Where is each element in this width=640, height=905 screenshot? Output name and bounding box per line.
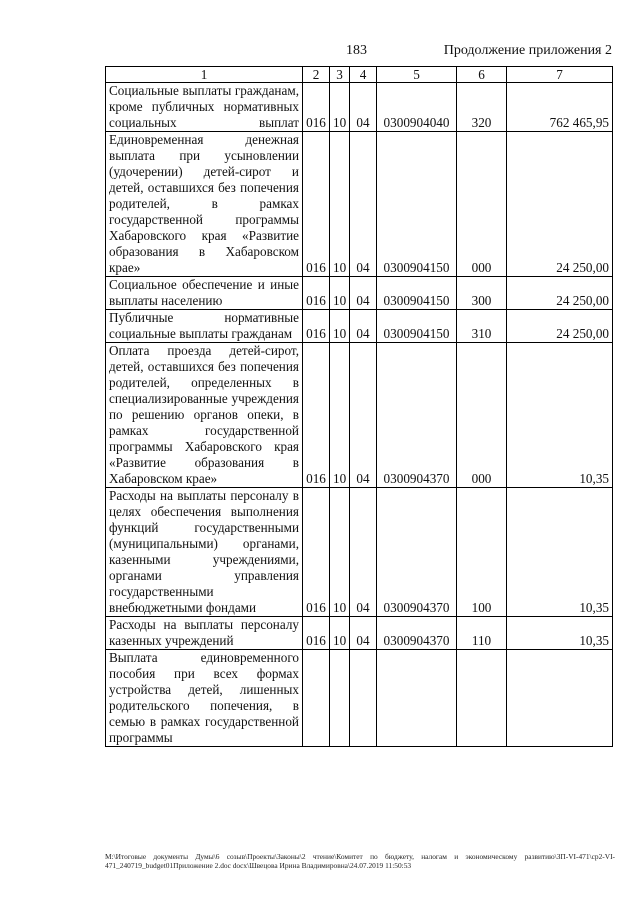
cell-section: 10	[330, 488, 350, 617]
cell-expense-type	[457, 650, 507, 747]
cell-expense-type: 000	[457, 343, 507, 488]
table-row	[106, 617, 613, 650]
cell-subsection: 04	[350, 277, 377, 310]
cell-ministry: 016	[303, 488, 330, 617]
cell-subsection: 04	[350, 310, 377, 343]
cell-target: 0300904370	[377, 343, 457, 488]
cell-subsection: 04	[350, 83, 377, 132]
column-header: 6	[457, 67, 507, 83]
row-name: Публичные нормативные социальные выплаты гражданам	[106, 310, 303, 343]
cell-amount: 762 465,95	[507, 83, 613, 132]
table-header-row	[106, 67, 613, 83]
cell-section: 10	[330, 83, 350, 132]
row-name: Расходы на выплаты персоналу казенных учреждений	[106, 617, 303, 650]
cell-section: 10	[330, 132, 350, 277]
file-path-footer: M:\Итоговые документы Думы\6 созыв\Проекты\Законы\2 чтение\Комитет по бюджету, налогам и экономическому развитию\ЗП-VI-471\ср2-VI-471_240719_budget01Приложение 2.doc docx\Швецова Ирина Владимировна\24.07.2019 11:50:53	[105, 852, 615, 870]
cell-target: 0300904040	[377, 83, 457, 132]
cell-target	[377, 650, 457, 747]
cell-amount: 10,35	[507, 343, 613, 488]
cell-ministry: 016	[303, 617, 330, 650]
cell-section: 10	[330, 310, 350, 343]
table-row	[106, 132, 613, 277]
continuation-label: Продолжение приложения 2	[443, 43, 612, 58]
cell-section: 10	[330, 343, 350, 488]
column-header: 4	[350, 67, 377, 83]
row-name: Социальное обеспечение и иные выплаты населению	[106, 277, 303, 310]
row-name: Выплата единовременного пособия при всех формах устройства детей, лишенных родительского попечения, в семью в рамках государственной программы	[106, 650, 303, 747]
cell-target: 0300904150	[377, 277, 457, 310]
cell-amount	[507, 650, 613, 747]
column-header: 7	[507, 67, 613, 83]
row-name: Единовременная денежная выплата при усыновлении (удочерении) детей-сирот и детей, оставшихся без попечения родителей, в рамках государственной программы Хабаровского края «Развитие образования в Хабаровском крае»	[106, 132, 303, 277]
column-header: 1	[106, 67, 303, 83]
cell-expense-type: 100	[457, 488, 507, 617]
cell-target: 0300904370	[377, 617, 457, 650]
cell-subsection: 04	[350, 617, 377, 650]
cell-amount: 24 250,00	[507, 132, 613, 277]
cell-amount: 24 250,00	[507, 277, 613, 310]
cell-amount: 24 250,00	[507, 310, 613, 343]
page-number: 183	[346, 43, 367, 58]
cell-expense-type: 000	[457, 132, 507, 277]
cell-expense-type: 110	[457, 617, 507, 650]
table-row	[106, 277, 613, 310]
cell-ministry: 016	[303, 310, 330, 343]
row-name: Оплата проезда детей-сирот, детей, оставшихся без попечения родителей, определенных в специализированные учреждения по решению органов опеки, в рамках государственной программы Хабаровского края «Развитие образования в Хабаровском крае»	[106, 343, 303, 488]
table-row	[106, 310, 613, 343]
cell-ministry: 016	[303, 132, 330, 277]
cell-ministry: 016	[303, 277, 330, 310]
row-name: Социальные выплаты гражданам, кроме публичных нормативных социальных выплат	[106, 83, 303, 132]
table-row	[106, 83, 613, 132]
column-header: 3	[330, 67, 350, 83]
cell-expense-type: 310	[457, 310, 507, 343]
cell-section: 10	[330, 617, 350, 650]
cell-target: 0300904370	[377, 488, 457, 617]
cell-section: 10	[330, 277, 350, 310]
column-header: 2	[303, 67, 330, 83]
cell-ministry: 016	[303, 83, 330, 132]
table-row	[106, 488, 613, 617]
budget-table	[105, 66, 613, 747]
cell-subsection	[350, 650, 377, 747]
cell-ministry	[303, 650, 330, 747]
cell-ministry: 016	[303, 343, 330, 488]
table-row	[106, 343, 613, 488]
column-header: 5	[377, 67, 457, 83]
cell-target: 0300904150	[377, 310, 457, 343]
row-name: Расходы на выплаты персоналу в целях обеспечения выполнения функций государственными (муниципальными) органами, казенными учреждениями, органами управления государственными внебюджетными фондами	[106, 488, 303, 617]
cell-subsection: 04	[350, 132, 377, 277]
cell-target: 0300904150	[377, 132, 457, 277]
cell-subsection: 04	[350, 488, 377, 617]
cell-amount: 10,35	[507, 617, 613, 650]
cell-section	[330, 650, 350, 747]
cell-expense-type: 300	[457, 277, 507, 310]
cell-subsection: 04	[350, 343, 377, 488]
table-row	[106, 650, 613, 747]
cell-amount: 10,35	[507, 488, 613, 617]
cell-expense-type: 320	[457, 83, 507, 132]
